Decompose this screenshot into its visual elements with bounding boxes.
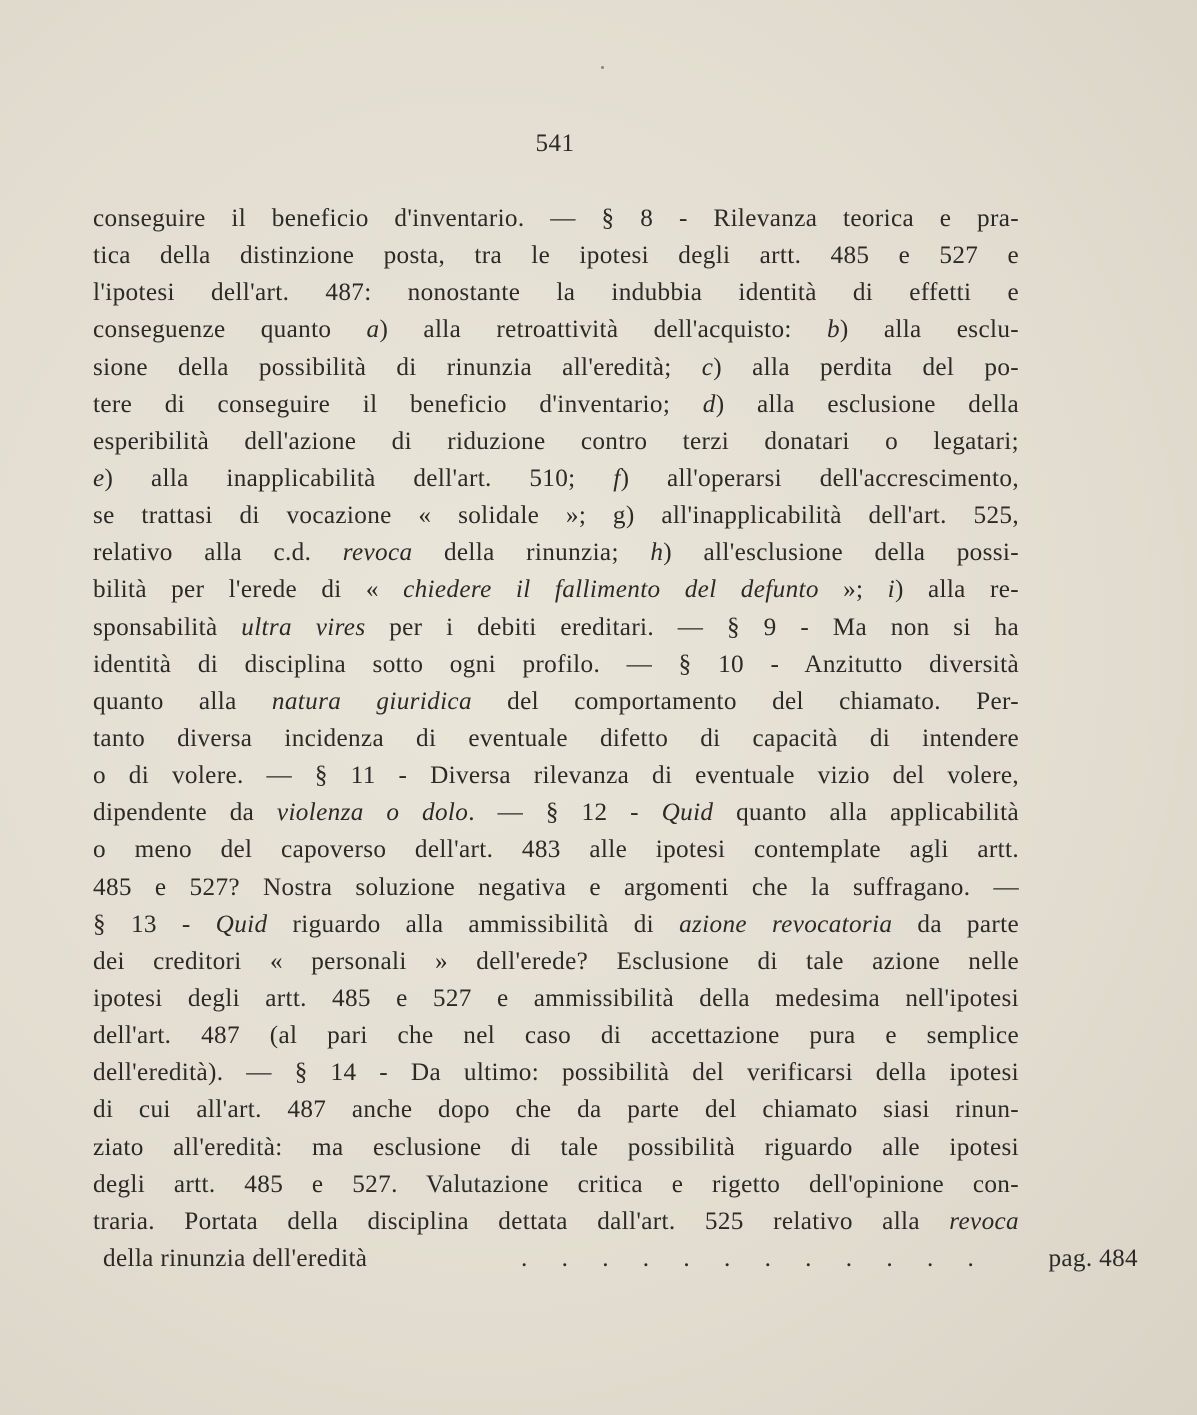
text-run: . — § 12 - (468, 799, 662, 827)
italic-run: violenza o dolo (276, 799, 469, 827)
paper-speck (601, 66, 604, 69)
text-run: sponsabilità (93, 613, 242, 641)
italic-run: revoca (949, 1207, 1019, 1235)
text-line (93, 943, 1019, 980)
text-line (93, 906, 1019, 943)
text-run: dipendente da (93, 799, 277, 827)
text-run: tica della distinzione posta, tra le ipotesi degli artt. 485 e 527 e (93, 242, 1019, 270)
text-line (93, 497, 1019, 534)
text-line (93, 646, 1019, 683)
italic-run: f (613, 464, 621, 492)
text-run: o meno del capoverso dell'art. 483 alle ipotesi contemplate agli artt. (93, 836, 1019, 864)
text-run: ) all'operarsi dell'accrescimento, (620, 464, 1019, 492)
text-line (93, 311, 1019, 348)
summary-text (93, 200, 1138, 1277)
text-line (93, 534, 1019, 571)
text-run: quanto alla (93, 687, 272, 715)
text-line (93, 1091, 1019, 1128)
text-run: ) all'esclusione della possi- (663, 539, 1019, 567)
text-line (93, 1054, 1019, 1091)
text-run: ) alla retroattività dell'acquisto: (379, 316, 827, 344)
text-line (93, 609, 1019, 646)
text-run: degli artt. 485 e 527. Valutazione critica e rigetto dell'opinione con- (93, 1170, 1019, 1198)
text-run: traria. Portata della disciplina dettata dall'art. 525 relativo alla (93, 1207, 950, 1235)
italic-run: c (701, 353, 714, 381)
italic-run: ultra vires (241, 613, 366, 641)
text-run: esperibilità dell'azione di riduzione contro terzi donatari o legatari; (93, 427, 1019, 455)
text-run: o di volere. — § 11 - Diversa rilevanza di eventuale vizio del volere, (93, 762, 1019, 790)
text-line (93, 274, 1019, 311)
text-line (93, 831, 1019, 868)
text-run: del comportamento del chiamato. Per- (471, 687, 1019, 715)
text-line (93, 980, 1019, 1017)
italic-run: a (366, 316, 380, 344)
leader-dots: . . . . . . . . . . . . (521, 1244, 988, 1272)
text-run: della rinunzia; (412, 539, 651, 567)
text-line (93, 683, 1019, 720)
text-line (93, 1166, 1019, 1203)
italic-run: e (93, 464, 105, 492)
text-run: dell'eredità). — § 14 - Da ultimo: possibilità del verificarsi della ipotesi (93, 1059, 1019, 1087)
text-line (93, 1129, 1019, 1166)
italic-run: d (702, 390, 716, 418)
text-lines (93, 200, 1019, 1240)
text-line (93, 571, 1019, 608)
page-number: 541 (535, 130, 575, 157)
text-line (93, 1203, 1019, 1240)
text-run: ) alla inapplicabilità dell'art. 510; (104, 464, 614, 492)
italic-run: b (826, 316, 840, 344)
text-run: ) alla re- (894, 576, 1019, 604)
final-entry-title: della rinunzia dell'eredità (103, 1244, 368, 1272)
italic-run: h (650, 539, 664, 567)
italic-run: i (887, 576, 895, 604)
text-run: di cui all'art. 487 anche dopo che da parte del chiamato siasi rinun- (93, 1096, 1019, 1124)
text-run: identità di disciplina sotto ogni profilo. — § 10 - Anzitutto diversità (93, 650, 1019, 678)
text-run: ziato all'eredità: ma esclusione di tale possibilità riguardo alle ipotesi (93, 1133, 1019, 1161)
text-run: sione della possibilità di rinunzia all'eredità; (93, 353, 702, 381)
text-run: conseguenze quanto (93, 316, 367, 344)
text-line (93, 1017, 1019, 1054)
text-run: ipotesi degli artt. 485 e 527 e ammissibilità della medesima nell'ipotesi (93, 984, 1019, 1012)
text-line (93, 794, 1019, 831)
text-run: ) alla esclusione della (715, 390, 1019, 418)
italic-run: chiedere il fallimento del defunto (403, 576, 819, 604)
text-run: conseguire il beneficio d'inventario. — § 8 - Rilevanza teorica e pra- (93, 205, 1019, 232)
text-run: »; (818, 576, 888, 604)
text-line (93, 423, 1019, 460)
text-line (93, 349, 1019, 386)
text-line (93, 869, 1019, 906)
text-run: l'ipotesi dell'art. 487: nonostante la indubbia identità di effetti e (93, 279, 1019, 307)
text-line (93, 720, 1019, 757)
text-line (93, 200, 1019, 237)
text-run: dei creditori « personali » dell'erede? Esclusione di tale azione nelle (93, 947, 1019, 975)
text-run: ) alla perdita del po- (713, 353, 1019, 381)
text-run: dell'art. 487 (al pari che nel caso di accettazione pura e semplice (93, 1022, 1019, 1050)
text-run: riguardo alla ammissibilità di (267, 910, 680, 938)
text-run: per i debiti ereditari. — § 9 - Ma non si ha (365, 613, 1019, 641)
text-run: bilità per l'erede di « (93, 576, 404, 604)
italic-run: Quid (661, 799, 714, 827)
text-run: quanto alla applicabilità (713, 799, 1019, 827)
text-line (93, 757, 1019, 794)
text-run: § 13 - (93, 910, 216, 938)
italic-run: natura giuridica (271, 687, 472, 715)
text-run: ) alla esclu- (839, 316, 1019, 344)
text-line (93, 386, 1019, 423)
text-run: tere di conseguire il beneficio d'inventario; (93, 390, 703, 418)
italic-run: azione revocatoria (679, 910, 893, 938)
text-run: 485 e 527? Nostra soluzione negativa e argomenti che la suffragano. — (93, 873, 1019, 901)
text-run: da parte (892, 910, 1020, 938)
page-reference: pag. 484 (1048, 1244, 1138, 1272)
text-run: se trattasi di vocazione « solidale »; g) all'inapplicabilità dell'art. 525, (93, 502, 1019, 530)
text-line (93, 460, 1019, 497)
final-entry-line (93, 1240, 1138, 1277)
italic-run: revoca (342, 539, 413, 567)
text-run: relativo alla c.d. (93, 539, 343, 567)
text-line (93, 237, 1019, 274)
text-run: tanto diversa incidenza di eventuale difetto di capacità di intendere (93, 724, 1019, 752)
italic-run: Quid (215, 910, 268, 938)
